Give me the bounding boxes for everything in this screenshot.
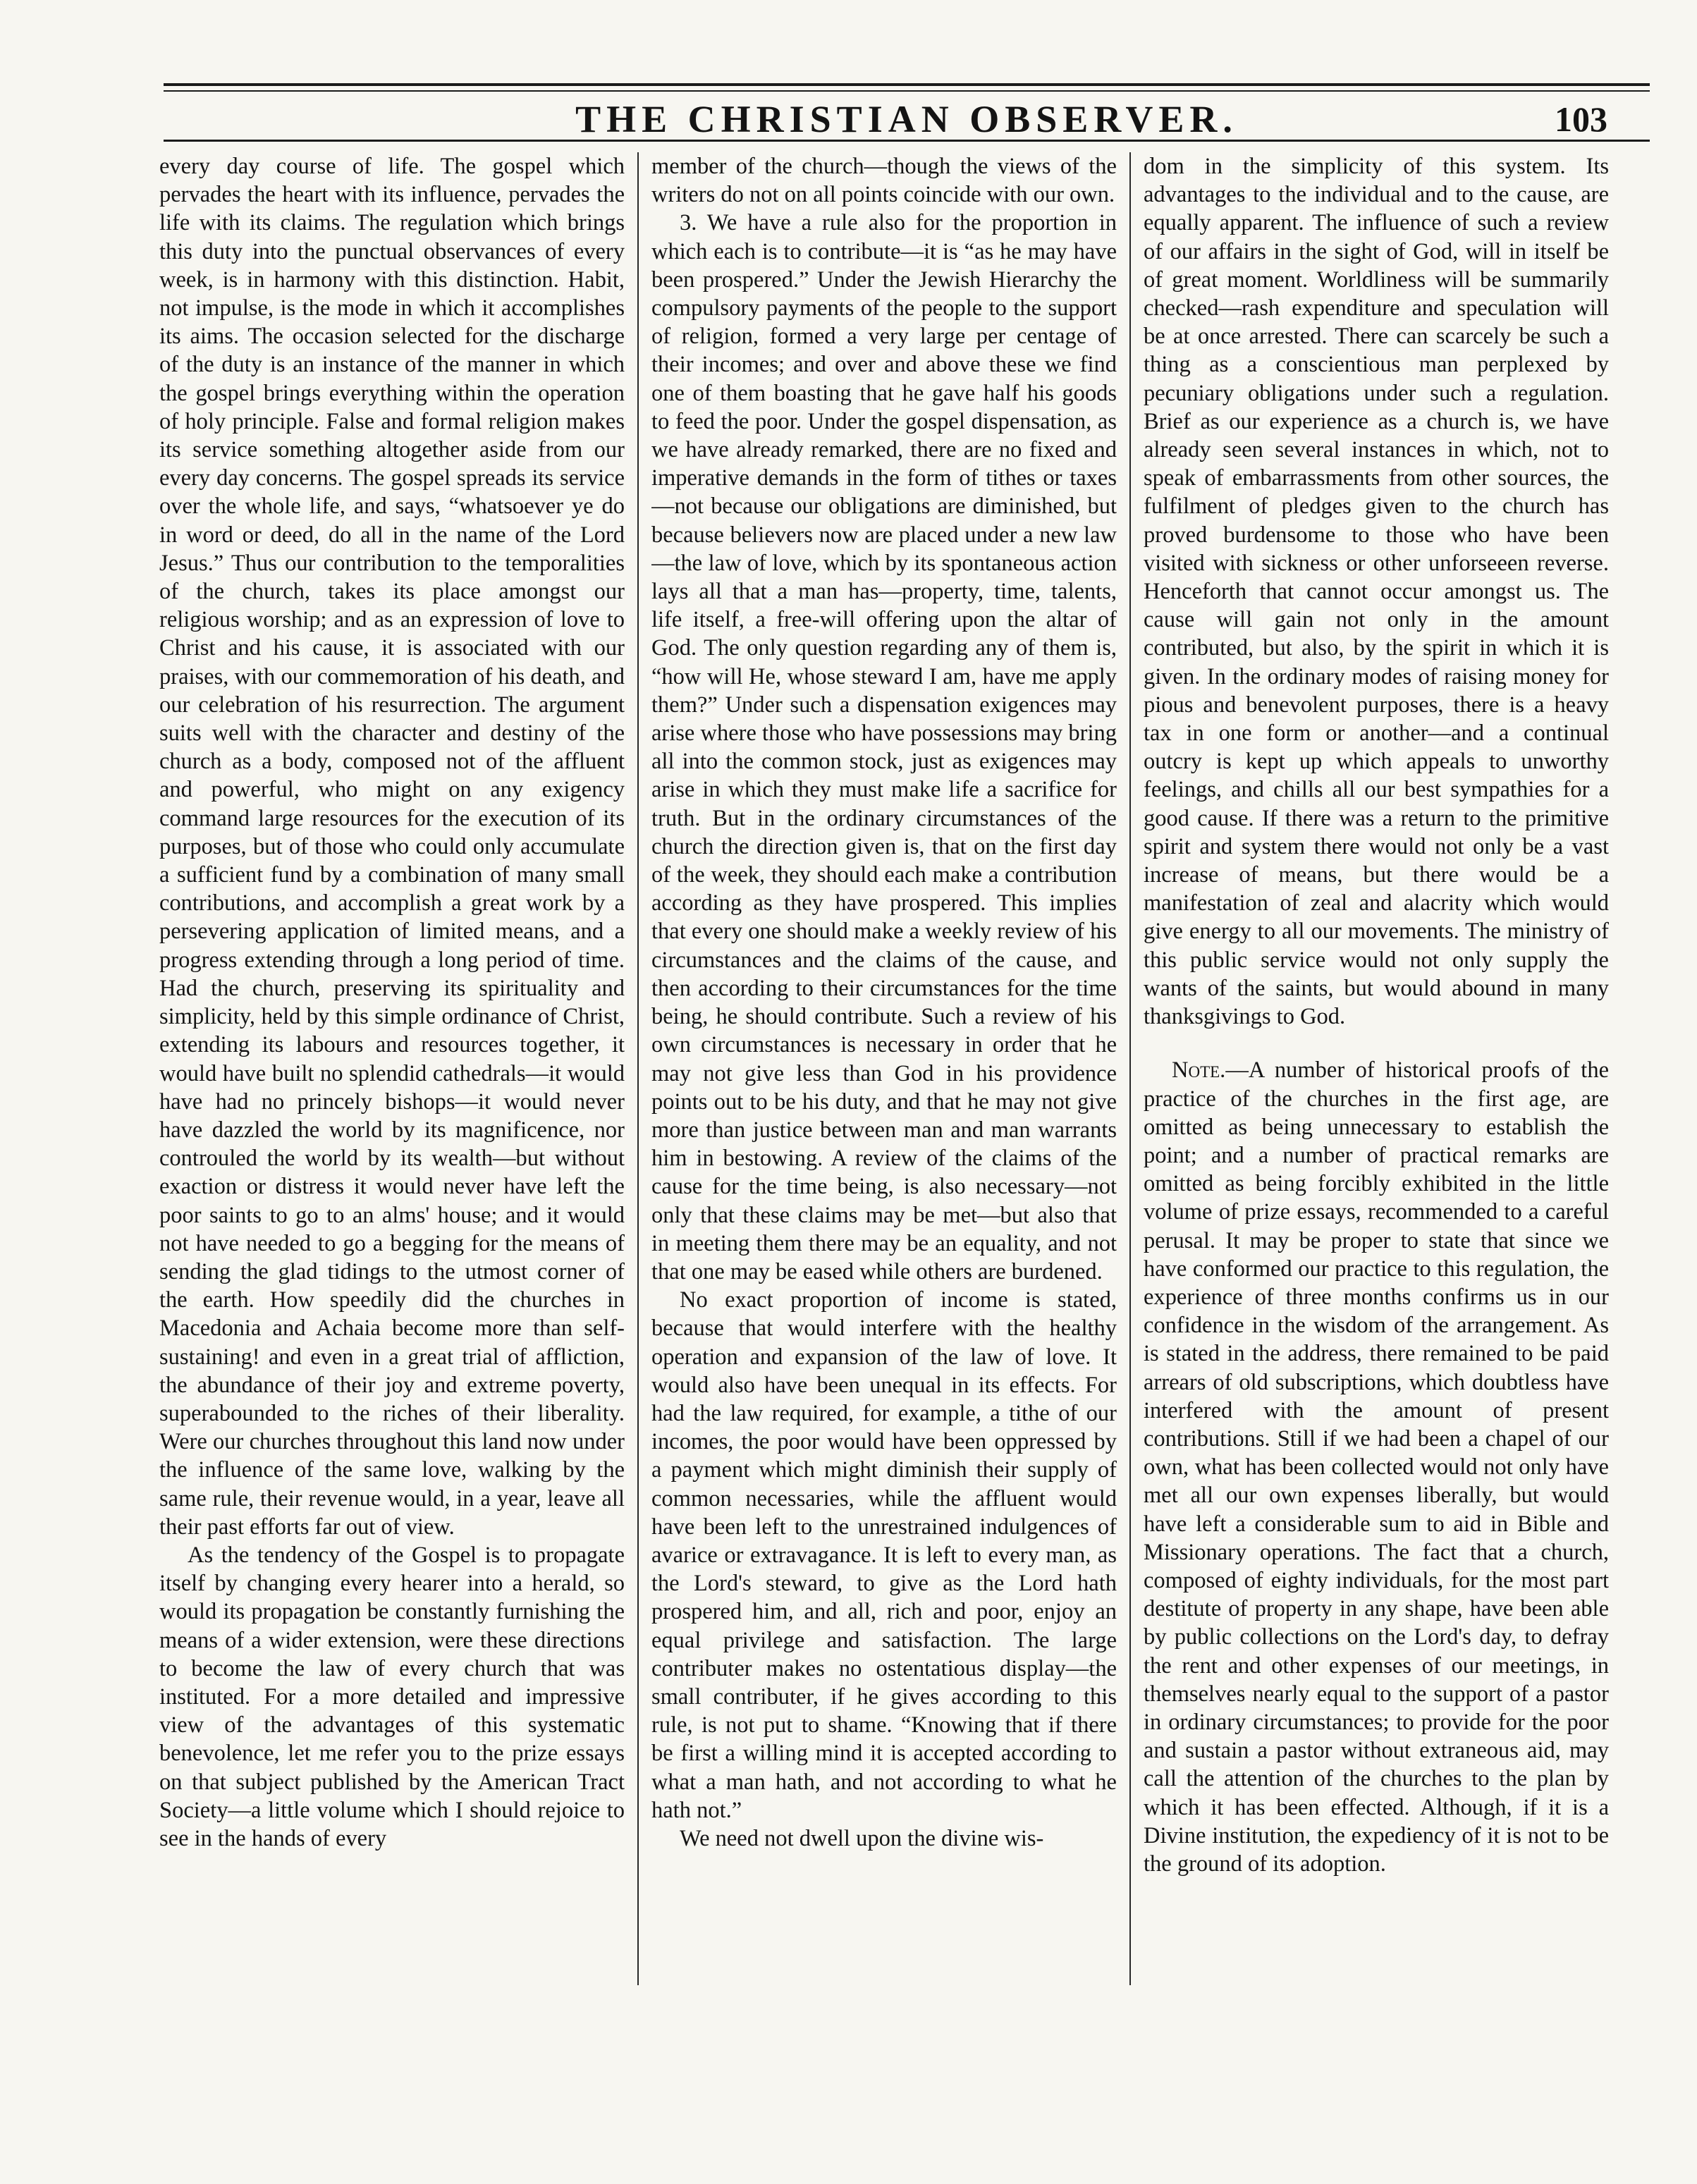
- running-header: [164, 97, 1650, 140]
- top-double-rule-thick: [164, 83, 1650, 86]
- column-1: [159, 152, 625, 1999]
- column-3: [1144, 152, 1609, 1999]
- note-paragraph: [1144, 1056, 1609, 1878]
- header-rule: [164, 140, 1650, 142]
- paragraph: every day course of life. The gospel which pervades the heart with its influence, pervades the life with its claims. The regulation which brings this duty into the punctual observances of every week, is in harmony with this distinction. Habit, not impulse, is the mode in which it accomplishes its aims. The occasion selected for the discharge of the duty is an instance of the manner in which the gospel brings everything within the operation of holy principle. False and formal religion makes its service something altogether aside from our every day concerns. The gospel spreads its service over the whole life, and says, “whatsoever ye do in word or deed, do all in the name of the Lord Jesus.” Thus our contribution to the temporalities of the church, takes its place amongst our religious worship; and as an expression of love to Christ and his cause, it is associated with our praises, with our commemoration of his death, and our celebration of his resurrection. The argument suits well with the character and destiny of the church as a body, composed not of the affluent and powerful, who might on any exigency command large resources for the execution of its purposes, but of those who could only accumulate a sufficient fund by a combination of many small contributions, and accomplish a great work by a persevering application of limited means, and a progress extending through a long period of time. Had the church, preserving its spirituality and simplicity, held by this simple ordinance of Christ, extending its labours and resources together, it would have built no splendid cathedrals—it would have had no princely bishops—it would never have dazzled the world by its magnificence, nor controuled the world by its wealth—but without exaction or distress it would never have left the poor saints to go to an alms' house; and it would not have needed to go a begging for the means of sending the glad tidings to the utmost corner of the earth. How speedily did the churches in Macedonia and Achaia become more than self-sustaining! and even in a great trial of affliction, the abundance of their joy and extreme poverty, superabounded to the riches of their liberality. Were our churches throughout this land now under the influence of the same love, walking by the same rule, their revenue would, in a year, leave all their past efforts far out of view.: [159, 154, 625, 1540]
- paragraph: 3. We have a rule also for the proportion in which each is to contribute—it is “as he may have been prospered.” Under the Jewish Hierarchy the compulsory payments of the people to the support of religion, formed a very large per centage of their incomes; and over and above these we find one of them boasting that he gave half his goods to feed the poor. Under the gospel dispensation, as we have already remarked, there are no fixed and imperative demands in the form of tithes or taxes—not because our obligations are diminished, but because believers now are placed under a new law—the law of love, which by its spontaneous action lays all that a man has—property, time, talents, life itself, a free-will offering upon the altar of God. The only question regarding any of them is, “how will He, whose steward I am, have me apply them?” Under such a dispensation exigences may arise where those who have possessions may bring all into the common stock, just as exigences may arise in which they must make life a sacrifice for truth. But in the ordinary circumstances of the church the direction given is, that on the first day of the week, they should each make a contribution according as they have prospered. This implies that every one should make a weekly review of his circumstances and the claims of the cause, and then according to their circumstances for the time being, he should contribute. Such a review of his own circumstances is necessary in order that he may not give less than God in his providence points out to be his duty, and that he may not give more than justice between man and man warrants him in bestowing. A review of the claims of the cause for the time being, is also necessary—not only that these claims may be met—but also that in meeting them there may be an equality, and not that one may be eased while others are burdened.: [651, 210, 1117, 1284]
- top-double-rule-thin: [164, 90, 1650, 92]
- spacer: [1144, 1031, 1609, 1056]
- paragraph: No exact proportion of income is stated, because that would interfere with the healthy operation and expansion of the law of love. It would also have been unequal in its effects. For had the law required, for example, a tithe of our incomes, the poor would have been oppressed by a payment which might diminish their supply of common necessaries, while the affluent would have been left to the unrestrained indulgences of avarice or extravagance. It is left to every man, as the Lord's steward, to give as the Lord hath prospered him, and all, rich and poor, enjoy an equal privilege and satisfaction. The large contributer makes no ostentatious display—the small contributer, if he gives according to this rule, is not put to shame. “Knowing that if there be first a willing mind it is accepted according to what a man hath, and not according to what he hath not.”: [651, 1287, 1117, 1823]
- paragraph: dom in the simplicity of this system. Its advantages to the individual and to the cause, are equally apparent. The influence of such a review of our affairs in the sight of God, will in itself be of great moment. Worldliness will be summarily checked—rash expenditure and speculation will be at once arrested. There can scarcely be such a thing as a conscientious man perplexed by pecuniary obligations under such a regulation. Brief as our experience as a church is, we have already seen several instances in which, not to speak of embarrassments from other sources, the fulfilment of pledges given to the church has proved burdensome to those who have been visited with sickness or other unforseeen reverse. Henceforth that cannot occur amongst us. The cause will gain not only in the amount contributed, but also, by the spirit in which it is given. In the ordinary modes of raising money for pious and benevolent purposes, there is a heavy tax in one form or another—and a continual outcry is kept up which appeals to unworthy feelings, and chills all our best sympathies for a good cause. If there was a return to the primitive spirit and system there would not only be a vast increase of means, but there would be a manifestation of zeal and alacrity which would give energy to all our movements. The ministry of this public service would not only supply the wants of the saints, but would abound in many thanksgivings to God.: [1144, 154, 1609, 1030]
- note-text: —A number of historical proofs of the practice of the churches in the first age, are omitted as being unnecessary to establish the point; and a number of practical remarks are omitted as being forcibly exhibited in the little volume of prize essays, recommended to a careful perusal. It may be proper to state that since we have conformed our practice to this regulation, the experience of three months confirms us in our confidence in the wisdom of the arrangement. As is stated in the address, there remained to be paid arrears of old subscriptions, which doubtless have interfered with the amount of present contributions. Still if we had been a chapel of our own, what has been collected would not only have met all our own expenses liberally, but would have left a considerable sum to aid in Bible and Missionary operations. The fact that a church, composed of eighty individuals, for the most part destitute of property in any shape, have been able by public collections on the Lord's day, to defray the rent and other expenses of our meetings, in themselves nearly equal to the support of a pastor in ordinary circumstances; to provide for the poor and sustain a pastor without extraneous aid, may call the attention of the churches to the plan by which it has been effected. Although, if it is a Divine institution, the expediency of it is not to be the ground of its adoption.: [1144, 1057, 1609, 1877]
- page-number: 103: [1555, 99, 1607, 139]
- journal-title: THE CHRISTIAN OBSERVER.: [575, 98, 1238, 140]
- article-columns: [159, 152, 1653, 1999]
- paragraph: As the tendency of the Gospel is to propagate itself by changing every hearer into a herald, so would its propagation be constantly furnishing the means of a wider extension, were these directions to become the law of every church that was instituted. For a more detailed and impressive view of the advantages of this systematic benevolence, let me refer you to the prize essays on that subject published by the American Tract Society—a little volume which I should rejoice to see in the hands of every: [159, 1542, 625, 1851]
- paragraph: member of the church—though the views of the writers do not on all points coincide with our own.: [651, 154, 1117, 208]
- note-label: Note.: [1172, 1057, 1226, 1084]
- column-2: [651, 152, 1117, 1999]
- paragraph: We need not dwell upon the divine wis-: [680, 1825, 1044, 1851]
